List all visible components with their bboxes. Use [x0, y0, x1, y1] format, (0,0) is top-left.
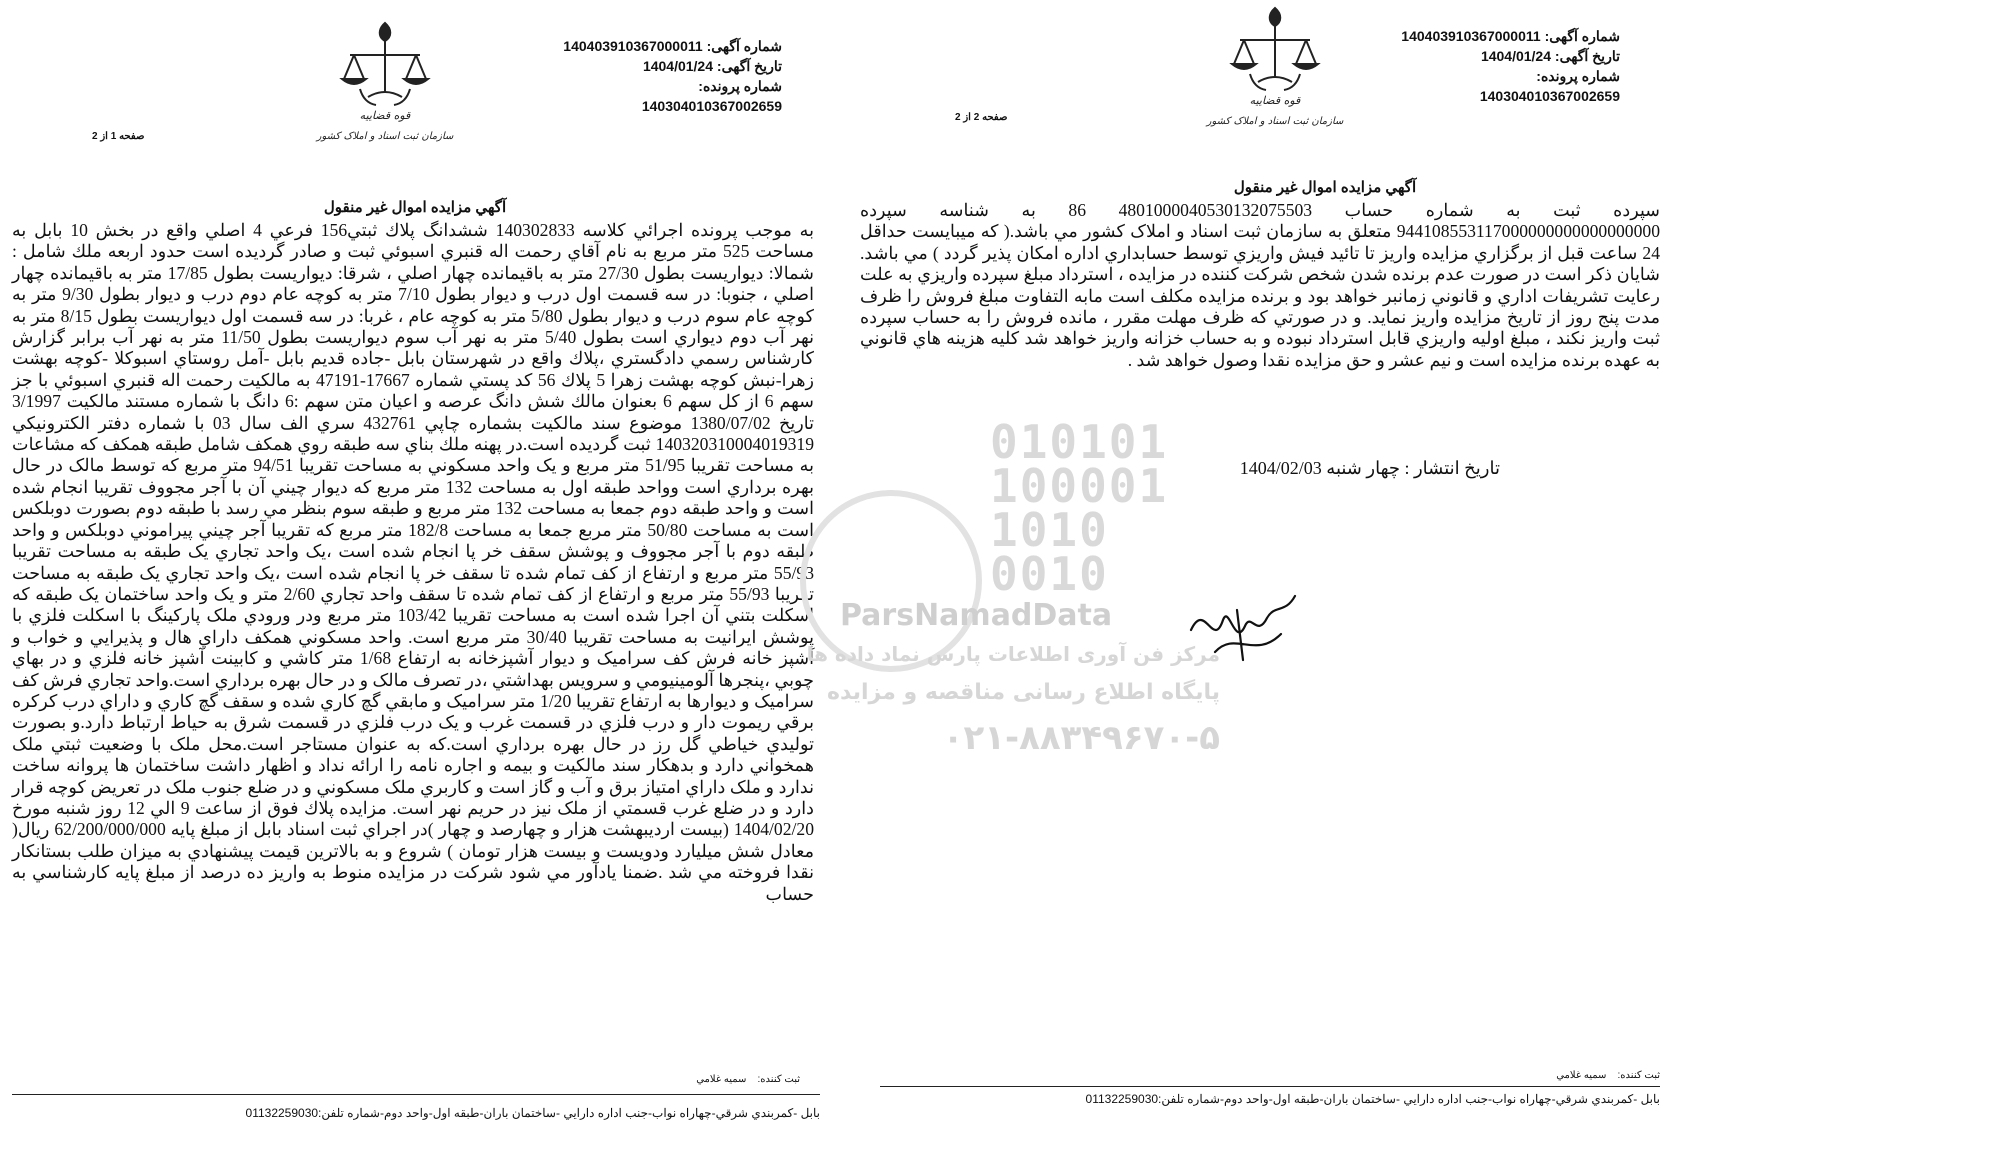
notice-meta — [1388, 26, 1620, 106]
ad-number: 140403910367000011 — [563, 38, 703, 54]
ad-number-label: شماره آگهی: — [1544, 28, 1620, 44]
watermark-digits-line: 100001 — [990, 459, 1169, 513]
watermark-brand: ParsNamadData — [840, 598, 1113, 633]
page-number: صفحه 2 از 2 — [955, 112, 1008, 123]
ad-date-label: تاریخ آگهی: — [716, 58, 782, 74]
registrar-label: ثبت کننده: — [757, 1074, 800, 1085]
judiciary-emblem-logo — [1206, 0, 1344, 130]
ad-number: 140403910367000011 — [1401, 28, 1541, 44]
case-number-label: شماره پرونده: — [698, 78, 782, 94]
registrar — [560, 1074, 800, 1085]
watermark-tagline: مرکز فن آوری اطلاعات پارس نماد داده ها — [806, 642, 1220, 666]
publication-date — [1150, 458, 1500, 479]
publication-date-value: 1404/02/03 — [1239, 458, 1322, 478]
ad-number-label: شماره آگهی: — [706, 38, 782, 54]
registrar-name: سميه غلامي — [696, 1074, 747, 1085]
watermark-digits-line: 0010 — [990, 547, 1109, 601]
publication-date-label: تاريخ انتشار : چهار شنبه — [1326, 458, 1500, 478]
handwritten-signature — [1185, 590, 1300, 665]
case-number: 140304010367002659 — [641, 98, 782, 114]
notice-title: آگهي مزايده اموال غير منقول — [323, 199, 507, 216]
page-number: صفحه 1 از 2 — [92, 131, 145, 142]
registrar-label: ثبت کننده: — [1617, 1070, 1660, 1081]
registrar — [1420, 1070, 1660, 1081]
office-address: بابل -كمربندي شرقي-چهاراه نواب-جنب اداره دارايي -ساختمان باران-طبقه اول-واحد دوم-شماره تلفن:01132259030 — [245, 1106, 820, 1120]
watermark-digits-line: 1010 — [990, 503, 1109, 557]
footer-divider — [12, 1094, 820, 1095]
notice-body — [860, 200, 1660, 371]
footer-divider — [880, 1086, 1660, 1087]
registrar-name: سميه غلامي — [1556, 1070, 1607, 1081]
notice-meta — [550, 36, 782, 116]
svg-text:سازمان ثبت اسناد و املاک کشور: سازمان ثبت اسناد و املاک کشور — [316, 131, 454, 142]
case-number: 140304010367002659 — [1479, 88, 1620, 104]
office-address: بابل -كمربندي شرقي-چهاراه نواب-جنب اداره دارايي -ساختمان باران-طبقه اول-واحد دوم-شماره تلفن:01132259030 — [1085, 1092, 1660, 1106]
watermark-subtitle: پایگاه اطلاع رسانی مناقصه و مزایده — [827, 680, 1220, 705]
watermark-digits-line: 010101 — [990, 415, 1169, 469]
ad-date: 1404/01/24 — [642, 58, 714, 74]
ad-date: 1404/01/24 — [1480, 48, 1552, 64]
notice-page-1 — [0, 0, 830, 1163]
notice-body: به موجب پرونده اجرائي كلاسه 140302833 ششدانگ پلاك ثبتي156 فرعي 4 اصلي واقع در بخش 10 بابل به مساحت 525 متر مربع به نام آقاي رحمت اله قنبري اسبوئي ثبت و صادر گرديده است حدود اربعه ملك شامل : شمالا: ديواريست بطول 27/30 متر به باقيمانده چهار اصلي ، شرقا: ديواريست بطول 17/85 متر به باقيمانده چهار اصلي ، جنوبا: در سه قسمت اول درب و ديوار بطول 7/10 متر به كوچه عام دوم درب و ديوار بطول 9/30 متر به كوچه عام سوم درب و ديوار بطول 5/80 متر به كوچه عام ، غربا: در سه قسمت اول ديواريست بطول 8/15 متر به نهر آب دوم ديواري است بطول 5/40 متر به نهر آب سوم ديواريست بطول 11/50 متر به نهر آب برابر گزارش كارشناس رسمي دادگستري ،پلاك واقع در شهرستان بابل -جاده قديم بابل -آمل روستاي اسبوكلا -كوچه بهشت زهرا-نبش كوچه بهشت زهرا 5 پلاك 56 كد پستي شماره 17667-47191 به مالكيت رحمت اله قنبري اسبوئي با جز سهم 6 از كل سهم 6 بعنوان مالك شش دانگ عرصه و اعيان متن سهم :6 دانگ با شماره مستند مالكيت 3/1997 تاريخ 1380/07/02 موضوع سند مالكيت بشماره چاپي 432761 سري الف سال 03 با شماره دفتر الكترونيكي 140320310004019319 ثبت گرديده است.در پهنه ملك بناي سه طبقه روي همكف شامل طبقه همكف كه مشاعات به مساحت تقريبا 51/95 متر مربع و يک واحد مسكوني به مساحت تقريبا 94/51 متر مربع كه توسط مالک در حال بهره برداري است وواحد طبقه اول به مساحت 132 متر مربع كه ديوار چيني آن با آجر مجووف تقريبا انجام شده است و واحد طبقه دوم جمعا به مساحت 132 متر مربع و طبقه سوم بنظر مي رسد با طبقه دوم بصورت دوبلكس است به مساحت 50/80 متر مربع جمعا به مساحت 182/8 متر مربع كه تقريبا آجر چيني پيراموني دوبلكس و واحد طبقه دوم با آجر مجووف و پوشش سقف خر پا انجام شده است ،يک واحد تجاري يک طبقه به مساحت تقريبا 55/93 متر مربع و ارتفاع از كف تمام شده تا سقف خر پا انجام شده است ،يک واحد تجاري يک طبقه به مساحت تقريبا 55/93 متر مربع و ارتفاع از كف تمام شده تا سقف واحد تجاري 2/60 متر و يک واحد ساختمان يک طبقه كه اسكلت بتني آن اجرا شده است به مساحت تقريبا 103/42 متر مربع ودر ورودي ملک پاركينگ با اسكلت فلزي با پوشش ايرانيت به مساحت تقريبا 30/40 متر مربع است. واحد مسكوني همكف داراي هال و پذيرايي و خواب و آشپز خانه فرش كف سراميک و ديوار آشپزخانه به ارتفاع 1/68 متر كاشي و كابينت آشپز خانه فلزي و در بهاي چوبي ،پنجرها آلومينيومي و سرويس بهداشتي ،در تصرف مالک و در حال بهره برداري است.واحد تجاري فرش كف سراميک و ديوارها به ارتفاع تقريبا 1/20 متر سراميک و مابقي گچ كاري شده و سقف گچ كاري و داراي درب كركره برقي ريموت دار و درب فلزي در قسمت غرب و يک درب فلزي در قسمت شرق به حياط ارتباط دارد.و بصورت توليدي خياطي گل رز در حال بهره برداري است.كه به عنوان مستاجر است.محل ملک با وضعيت ثبتي ملک همخواني دارد و بدهكار سند مالكيت و بيمه و اجاره نامه را ارائه نداد و اظهار داشت ساختمان ها پروانه ساخت ندارد و ملک داراي امتياز برق و آب و گاز است و كاربري ملک مسكوني و در ضلع جنوب ملک در تعريض كوچه قرار دارد و در ضلع غرب قسمتي از ملک نيز در حريم نهر است. مزايده پلاك فوق از ساعت 9 الي 12 روز شنبه مورخ 1404/02/20 (بيست ارديبهشت هزار و چهارصد و چهار )در اجراي ثبت اسناد بابل از مبلغ پايه 62/200/000/000 ريال( معادل شش ميليارد ودويست و بيست هزار تومان ) شروع و به بالاترين قيمت پيشنهادي به ميزان طلب بستانكار نقدا فروخته مي شد .ضمنا يادآور مي شود شركت در مزايده منوط به واريز ده درصد از مبلغ پايه كارشناسي به حساب — [12, 220, 815, 904]
notice-page-2 — [860, 0, 1680, 1163]
notice-title: آگهي مزايده اموال غير منقول — [1233, 179, 1417, 196]
watermark-phone: ۰۲۱-۸۸۳۴۹۶۷۰-۵ — [942, 718, 1220, 758]
svg-text:سازمان ثبت اسناد و املاک کشور: سازمان ثبت اسناد و املاک کشور — [1206, 116, 1344, 127]
svg-text:قوه قضاییه: قوه قضاییه — [1249, 94, 1301, 107]
svg-text:قوه قضاییه: قوه قضاییه — [359, 109, 411, 122]
notice-body-text: سپرده ثبت به شماره حساب 4801000040530132075503 86 به شناسه سپرده 944108553117000000000000000000 متعلق به سازمان ثبت اسناد و املاک كشور مي باشد.( كه ميبايست حداقل 24 ساعت قبل از برگزاري مزايده واريز تا تائيد فيش واريزي توسط حسابداري اداره امكان پذير گردد ) مي باشد. شايان ذكر است در صورت عدم برنده شدن شخص شركت كننده در مزايده ، استرداد مبلغ سپرده واريزي به علت رعايت تشريفات اداري و قانوني زمانبر خواهد بود و برنده مزايده مكلف است مابه التفاوت مبلغ فروش را ظرف مدت پنج روز از تاريخ مزايده واريز نمايد. و در صورتي كه ظرف مهلت مقرر ، مانده فروش را به حساب سپرده ثبت واريز نكند ، مبلغ اوليه واريزي قابل استرداد نبوده و به حساب خزانه واريز خواهد شد كليه هزينه هاي قانوني به عهده برنده مزايده است و نيم عشر و حق مزايده نقدا وصول خواهد شد . — [860, 200, 1660, 370]
ad-date-label: تاریخ آگهی: — [1554, 48, 1620, 64]
case-number-label: شماره پرونده: — [1536, 68, 1620, 84]
judiciary-emblem-logo — [316, 15, 454, 145]
